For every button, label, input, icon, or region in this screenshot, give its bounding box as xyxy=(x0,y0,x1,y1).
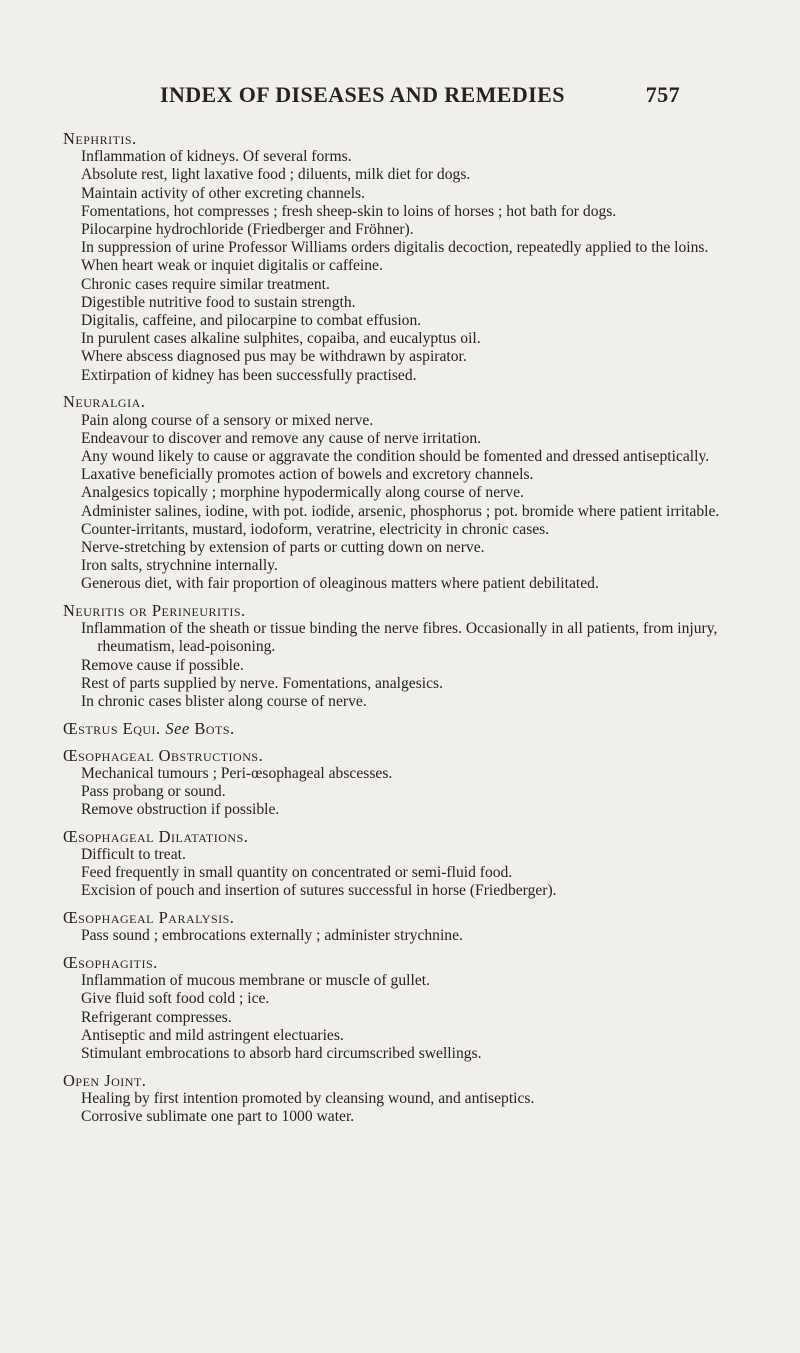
entry-line: Nerve-stretching by extension of parts or cutting down on nerve. xyxy=(80,538,485,556)
index-entry-open-joint xyxy=(63,1072,743,1127)
entry-line: Extirpation of kidney has been successfully practised. xyxy=(80,366,417,384)
entry-line: Endeavour to discover and remove any cause of nerve irritation. xyxy=(80,429,482,447)
entry-line: Pass sound ; embrocations externally ; administer strychnine. xyxy=(80,927,463,945)
entry-line: Counter-irritants, mustard, iodoform, veratrine, electricity in chronic cases. xyxy=(80,520,550,538)
index-entry-oesophageal-dilatations xyxy=(63,828,743,901)
entry-line: Maintain activity of other excreting channels. xyxy=(80,184,365,202)
entry-line: Rest of parts supplied by nerve. Fomentations, analgesics. xyxy=(80,674,443,692)
entry-line: Where abscess diagnosed pus may be withdrawn by aspirator. xyxy=(80,348,467,366)
entry-heading: Œsophageal Obstructions. xyxy=(63,745,264,765)
index-content xyxy=(63,130,743,1135)
entry-heading-cross-reference xyxy=(63,720,743,738)
entry-line: Analgesics topically ; morphine hypodermically along course of nerve. xyxy=(80,484,524,502)
entry-line: Antiseptic and mild astringent electuaries. xyxy=(80,1026,344,1044)
entry-heading: Œsophageal Dilatations. xyxy=(63,826,249,846)
entry-line: In suppression of urine Professor Williams orders digitalis decoction, repeatedly applied to the loins. xyxy=(80,239,709,257)
entry-line: In purulent cases alkaline sulphites, copaiba, and eucalyptus oil. xyxy=(80,330,481,348)
entry-line: Generous diet, with fair proportion of oleaginous matters where patient debilitated. xyxy=(80,575,599,593)
entry-line: Digitalis, caffeine, and pilocarpine to combat effusion. xyxy=(80,312,422,330)
entry-line: Corrosive sublimate one part to 1000 water. xyxy=(80,1108,355,1126)
index-entry-neuritis xyxy=(63,602,743,711)
index-entry-oesophagitis xyxy=(63,954,743,1063)
entry-heading-text: Œstrus Equi. xyxy=(63,718,161,738)
entry-line: Chronic cases require similar treatment. xyxy=(80,275,330,293)
entry-line: Healing by first intention promoted by cleansing wound, and antiseptics. xyxy=(80,1089,535,1107)
index-entry-oesophageal-obstructions xyxy=(63,747,743,820)
page-number: 757 xyxy=(645,82,680,107)
entry-line: Administer salines, iodine, with pot. iodide, arsenic, phosphorus ; pot. bromide where patient irritable. xyxy=(80,502,720,520)
entry-line: Stimulant embrocations to absorb hard circumscribed swellings. xyxy=(80,1045,482,1063)
entry-heading: Œsophageal Paralysis. xyxy=(63,908,235,928)
entry-line: Pain along course of a sensory or mixed nerve. xyxy=(80,411,374,429)
entry-line: Give fluid soft food cold ; ice. xyxy=(80,990,270,1008)
entry-line: Difficult to treat. xyxy=(80,846,186,864)
see-reference-target: Bots. xyxy=(194,718,235,738)
entry-line: Laxative beneficially promotes action of bowels and excretory channels. xyxy=(80,466,534,484)
index-entry-oesophageal-paralysis xyxy=(63,909,743,945)
entry-line: In chronic cases blister along course of nerve. xyxy=(80,693,367,711)
entry-line: Pilocarpine hydrochloride (Friedberger and Fröhner). xyxy=(80,221,414,239)
entry-line: Pass probang or sound. xyxy=(80,782,226,800)
index-entry-nephritis xyxy=(63,130,743,385)
entry-line: Iron salts, strychnine internally. xyxy=(80,557,278,575)
entry-line: Fomentations, hot compresses ; fresh sheep-skin to loins of horses ; hot bath for dogs. xyxy=(80,202,617,220)
entry-line: Any wound likely to cause or aggravate the condition should be fomented and dressed antiseptically. xyxy=(80,447,710,465)
entry-heading: Open Joint. xyxy=(63,1070,147,1090)
entry-line: Feed frequently in small quantity on concentrated or semi-fluid food. xyxy=(80,864,513,882)
entry-line: Inflammation of the sheath or tissue binding the nerve fibres. Occasionally in all patients, from injury, rheumatism, lead-poisoning. xyxy=(80,620,718,656)
entry-line: Digestible nutritive food to sustain strength. xyxy=(80,293,356,311)
see-reference-label: See xyxy=(165,718,190,738)
entry-line: When heart weak or inquiet digitalis or caffeine. xyxy=(80,257,383,275)
entry-heading: Neuritis or Perineuritis. xyxy=(63,601,246,621)
index-entry-neuralgia xyxy=(63,393,743,593)
entry-line: Mechanical tumours ; Peri-œsophageal abscesses. xyxy=(80,764,393,782)
entry-line: Remove obstruction if possible. xyxy=(80,801,280,819)
entry-heading: Neuralgia. xyxy=(63,392,146,412)
entry-line: Inflammation of mucous membrane or muscle of gullet. xyxy=(80,972,430,990)
entry-line: Excision of pouch and insertion of sutures successful in horse (Friedberger). xyxy=(80,882,557,900)
running-head xyxy=(160,82,680,112)
entry-heading: Œsophagitis. xyxy=(63,953,158,973)
entry-line: Inflammation of kidneys. Of several forms. xyxy=(80,148,352,166)
entry-heading: Nephritis. xyxy=(63,129,137,148)
entry-line: Remove cause if possible. xyxy=(80,656,244,674)
entry-line: Absolute rest, light laxative food ; diluents, milk diet for dogs. xyxy=(80,166,471,184)
entry-line: Refrigerant compresses. xyxy=(80,1008,232,1026)
index-entry-oestrus-equi xyxy=(63,720,743,738)
page-title: INDEX OF DISEASES AND REMEDIES xyxy=(160,82,565,107)
